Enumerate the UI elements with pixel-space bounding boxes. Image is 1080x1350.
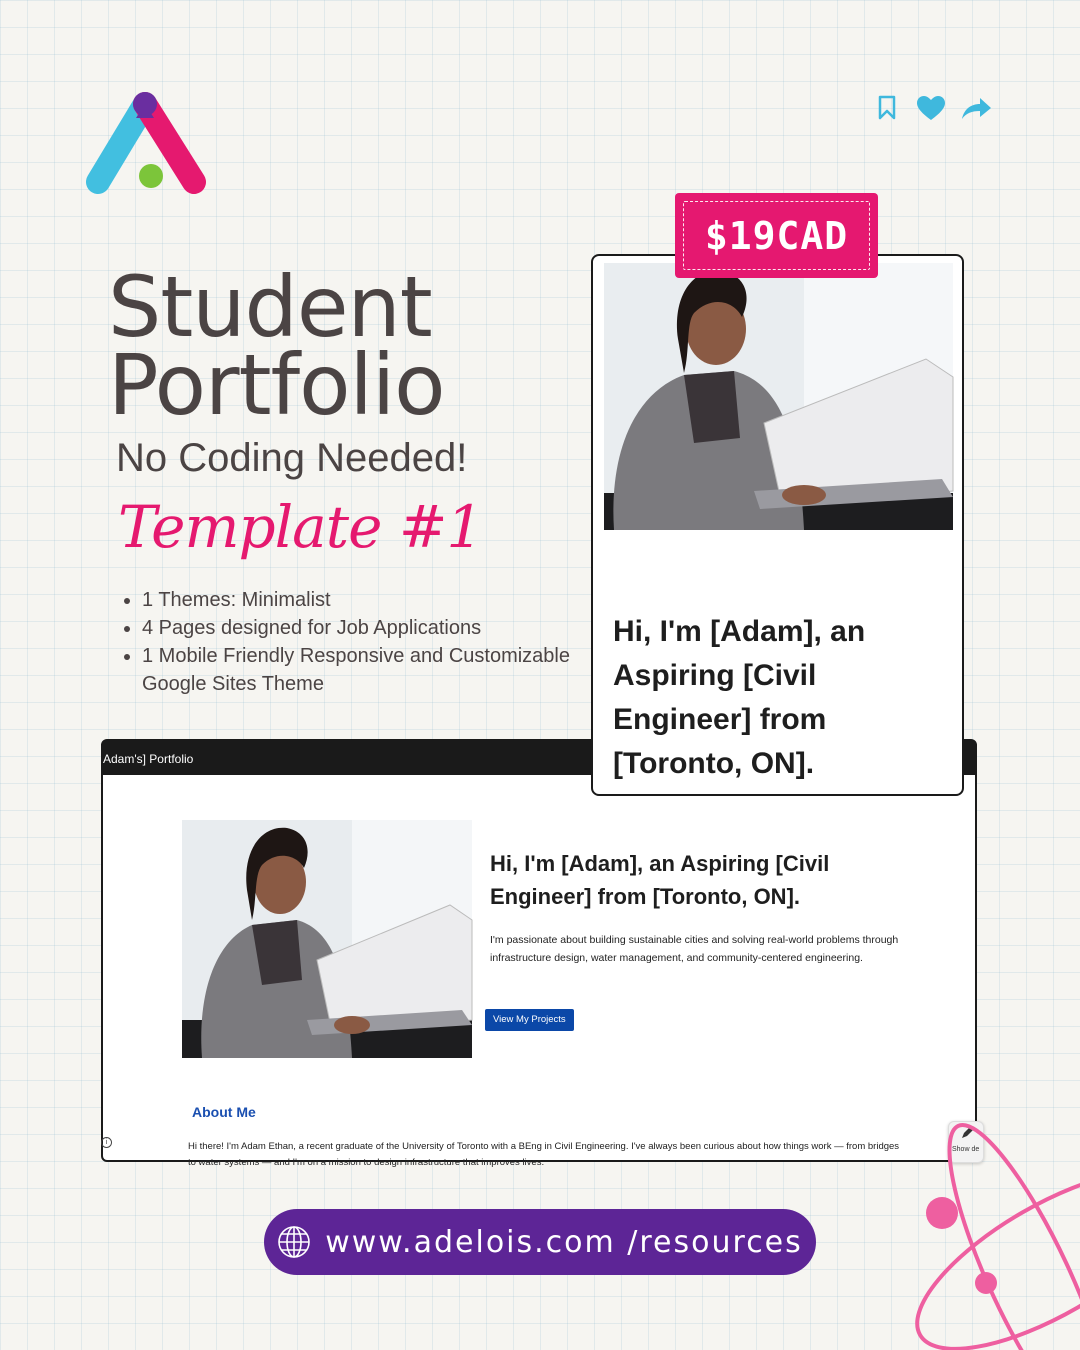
title-portfolio: Portfolio <box>108 336 445 434</box>
info-icon[interactable]: i <box>101 1137 112 1148</box>
price-tag <box>675 193 878 278</box>
edit-label: Show de <box>952 1146 980 1153</box>
feature-item: • 1 Themes: Minimalist <box>142 586 582 614</box>
about-heading: About Me <box>192 1104 256 1120</box>
title-student: Student <box>108 258 432 356</box>
hero-heading: Hi, I'm [Adam], an Aspiring [Civil Engineer] from [Toronto, ON]. <box>490 851 830 909</box>
browser-tab-title: Adam's] Portfolio <box>103 752 194 766</box>
view-projects-button[interactable]: View My Projects <box>485 1009 574 1031</box>
adelois-logo-icon <box>90 90 212 194</box>
website-link[interactable] <box>264 1209 816 1275</box>
subtitle: No Coding Needed! <box>116 436 468 480</box>
feature-list <box>118 586 582 698</box>
feature-item: • 4 Pages designed for Job Applications <box>142 614 582 642</box>
orbit-decoration-icon <box>860 1140 1080 1350</box>
share-arrow-icon[interactable] <box>960 92 992 124</box>
browser-preview <box>101 739 980 1168</box>
mobile-hero-photo <box>604 263 953 530</box>
mobile-preview-card <box>591 254 964 796</box>
action-bar <box>872 92 992 124</box>
feature-item: • 1 Mobile Friendly Responsive and Customizable Google Sites Theme <box>142 642 582 698</box>
mobile-hero-heading: Hi, I'm [Adam], an Aspiring [Civil Engineer] from [Toronto, ON]. <box>613 615 866 780</box>
website-url: www.adelois.com /resources <box>325 1224 803 1260</box>
bookmark-icon[interactable] <box>872 92 902 124</box>
template-label: Template #1 <box>118 493 483 561</box>
heart-icon[interactable] <box>916 92 946 124</box>
hero-body: I'm passionate about building sustainable cities and solving real-world problems through infrastructure design, water management, and community-centered engineering. <box>490 934 899 964</box>
globe-icon <box>277 1225 311 1259</box>
price-label: $19CAD <box>683 201 870 270</box>
about-text: Hi there! I'm Adam Ethan, a recent graduate of the University of Toronto with a BEng in Civil Engineering. I've always been curious about how things work — from bridges to water systems — and I'm on a mission to design infrastructure that improves lives. <box>188 1141 900 1168</box>
hero-photo <box>182 820 472 1058</box>
